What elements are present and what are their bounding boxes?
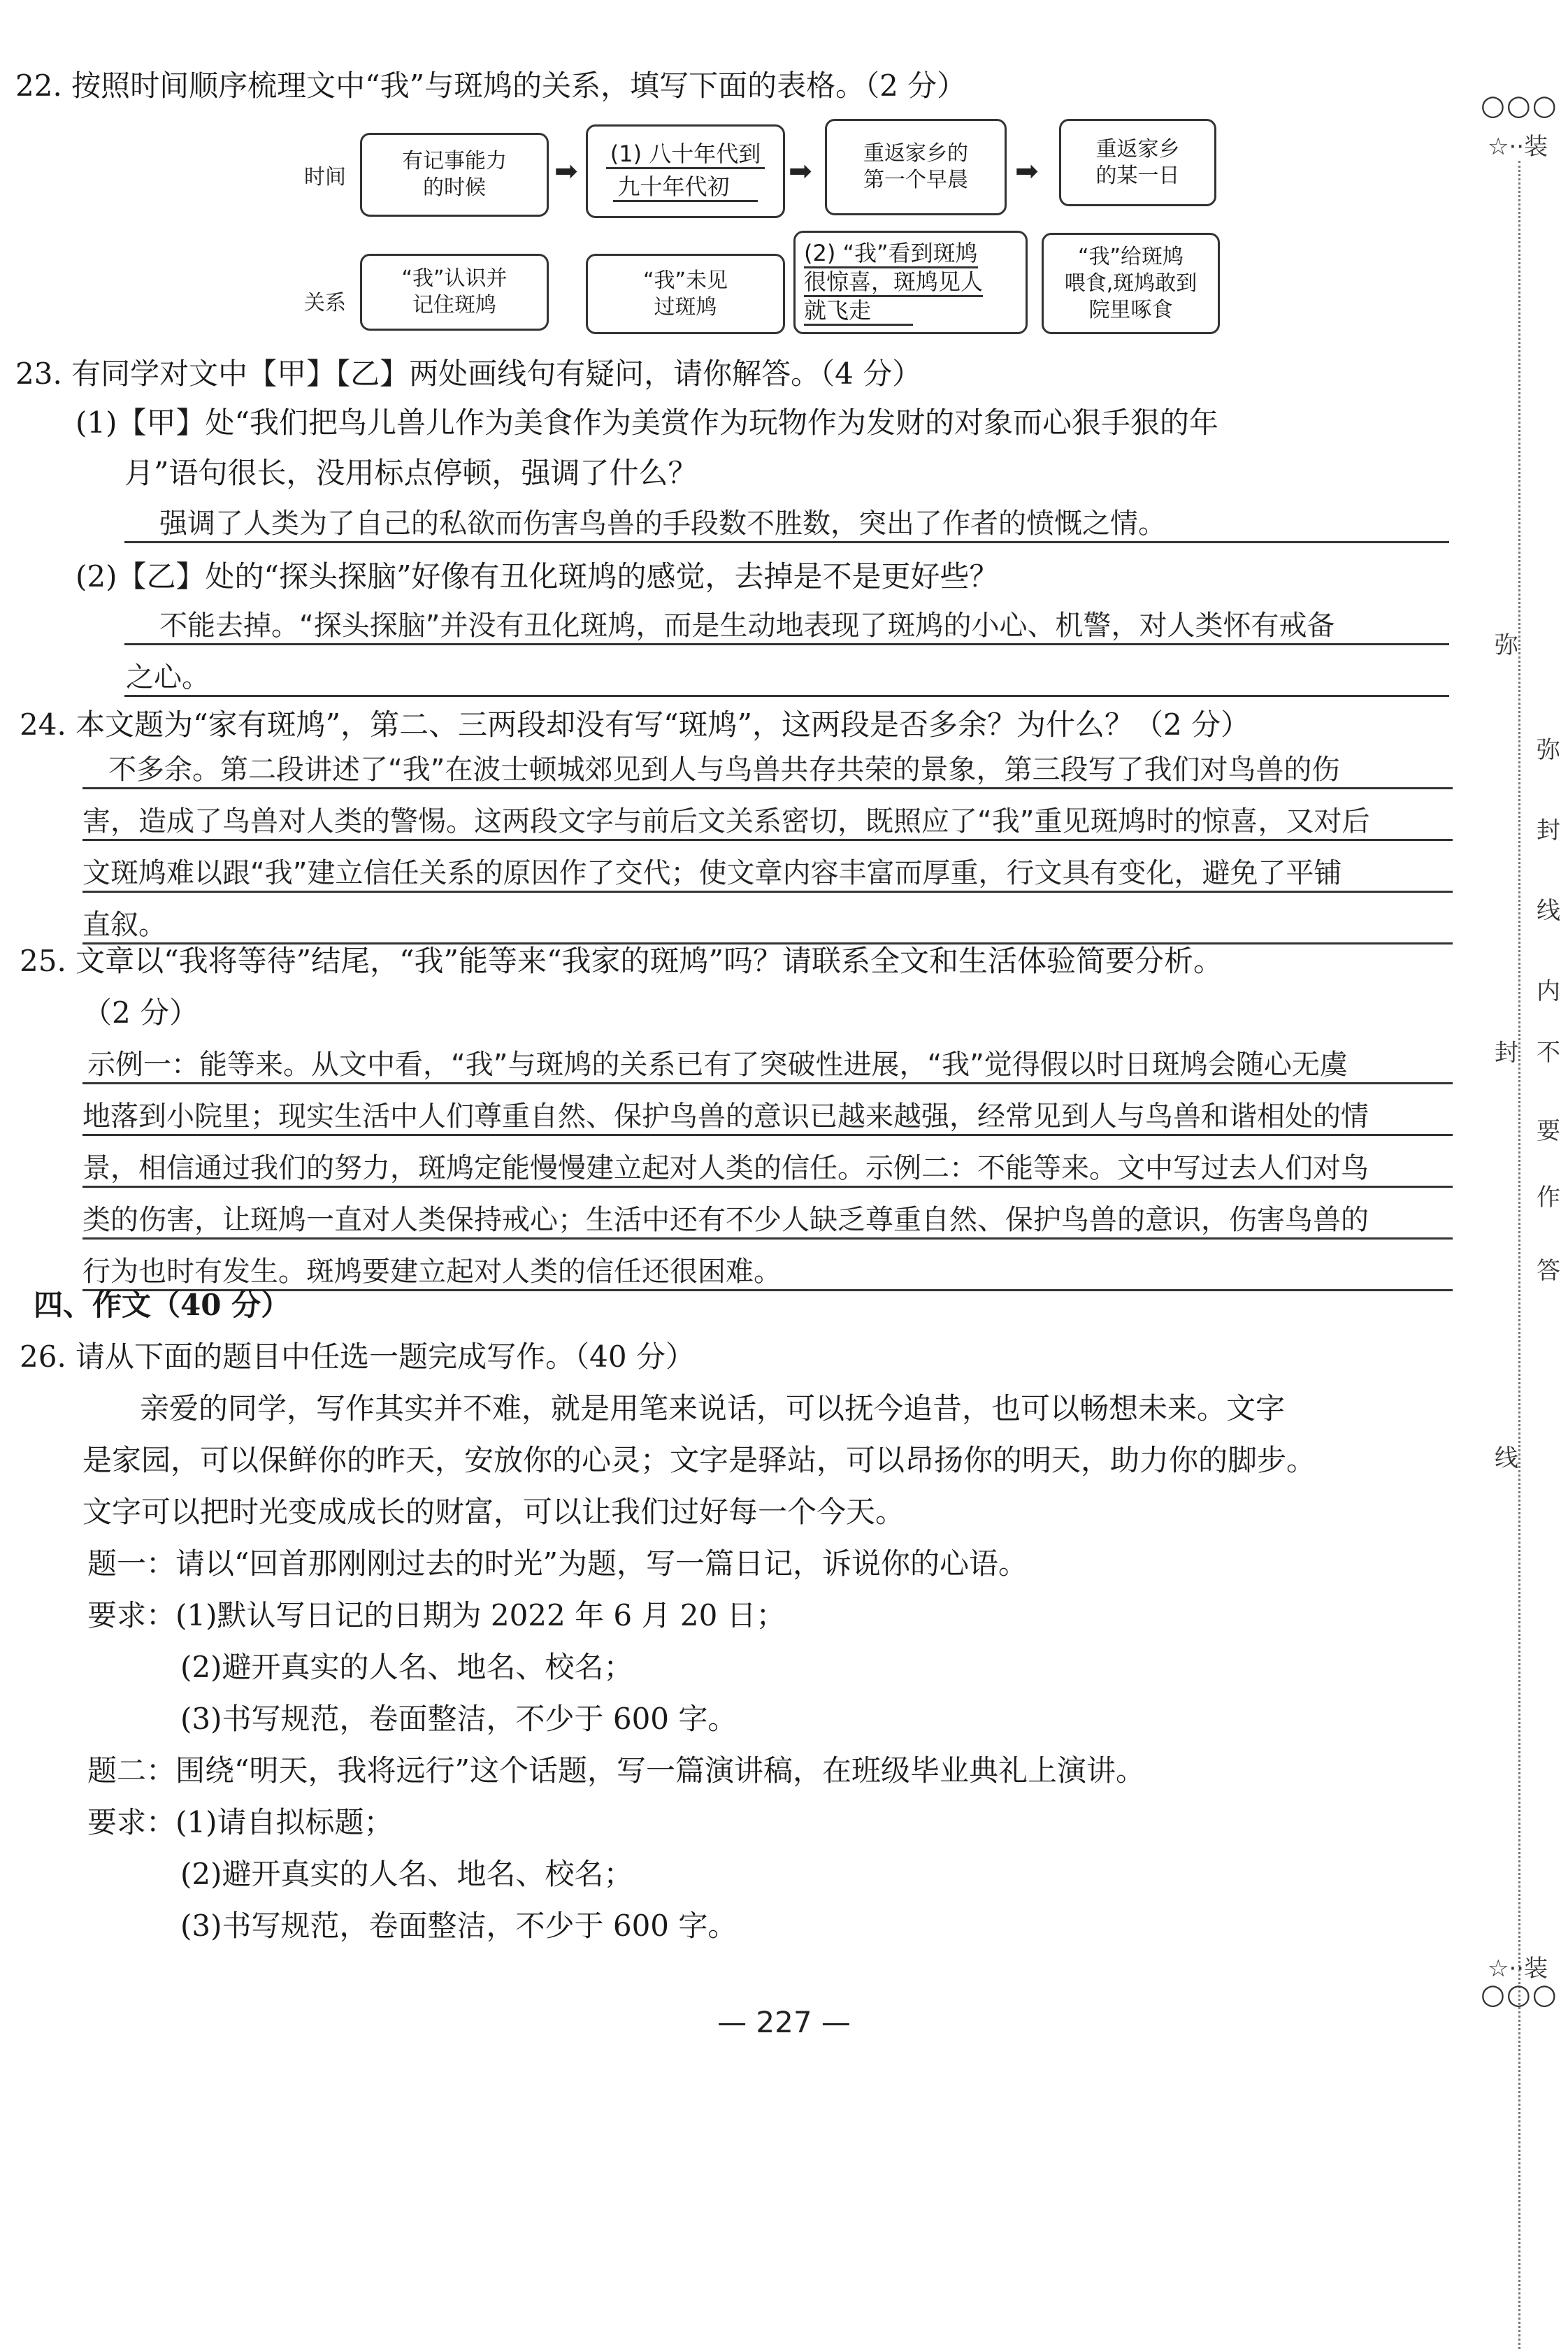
q23-answer-2-line2: 之心。 (126, 661, 210, 694)
q25-answer-line: 景，相信通过我们的努力，斑鸠定能慢慢建立起对人类的信任。示例二：不能等来。文中写过去人们对鸟 (82, 1152, 1369, 1184)
answer-underline (82, 1134, 1453, 1136)
q23-title: 23. 有同学对文中【甲】【乙】两处画线句有疑问，请你解答。（4 分） (15, 357, 922, 391)
margin-instruction-char: 答 (1537, 1257, 1560, 1285)
q24-answer-line: 文斑鸠难以跟“我”建立信任关系的原因作了交代；使文章内容丰富而厚重，行文具有变化，避免了平铺 (82, 857, 1342, 889)
topic-1-requirement: (2)避开真实的人名、地名、校名； (180, 1650, 633, 1684)
intro-line: 亲爱的同学，写作其实并不难，就是用笔来说话，可以抚今追昔，也可以畅想未来。文字 (140, 1391, 1286, 1425)
time-box-1: 有记事能力 的时候 (360, 133, 549, 217)
arrow-icon: ➡ (789, 155, 812, 187)
topic-2-requirement: (3)书写规范，卷面整洁，不少于 600 字。 (180, 1909, 738, 1943)
intro-line: 文字可以把时光变成成长的财富，可以让我们过好每一个今天。 (82, 1495, 905, 1529)
topic-1: 题一：请以“回首那刚刚过去的时光”为题，写一篇日记，诉说你的心语。 (87, 1546, 1028, 1581)
topic-1-requirement: (3)书写规范，卷面整洁，不少于 600 字。 (180, 1702, 738, 1736)
binding-circles-bottom: ○○○ (1481, 1978, 1558, 2011)
margin-instruction-char: 不 (1537, 1039, 1560, 1067)
q24-answer-line: 害，造成了鸟兽对人类的警惕。这两段文字与前后文关系密切，既照应了“我”重见斑鸠时的惊喜，又对后 (82, 805, 1370, 838)
section-4-heading: 四、作文（40 分） (34, 1288, 291, 1322)
topic-2-requirement: 要求：(1)请自拟标题； (87, 1805, 394, 1839)
time-box-3: 重返家乡的 第一个早晨 (825, 119, 1007, 215)
margin-instruction-char: 要 (1537, 1117, 1560, 1145)
q24-answer-line: 不多余。第二段讲述了“我”在波士顿城郊见到人与鸟兽共存共荣的景象，第三段写了我们对鸟兽的伤 (108, 754, 1340, 786)
margin-instruction-char: 封 (1537, 817, 1560, 845)
binding-label-mi: 弥 (1495, 631, 1518, 659)
arrow-icon: ➡ (1015, 155, 1039, 187)
q23-sub1-line1: (1)【甲】处“我们把鸟儿兽儿作为美食作为美赏作为玩物作为发财的对象而心狠手狠的年 (75, 405, 1218, 440)
answer-underline (82, 891, 1453, 893)
binding-label-bottom: ☆··装 (1488, 1955, 1548, 1983)
q23-answer-1: 强调了人类为了自己的私欲而伤害鸟兽的手段数不胜数，突出了作者的愤慨之情。 (159, 508, 1166, 540)
q23-sub2: (2)【乙】处的“探头探脑”好像有丑化斑鸠的感觉，去掉是不是更好些？ (75, 559, 999, 594)
answer-underline (82, 839, 1453, 841)
margin-instruction-char: 线 (1537, 897, 1560, 925)
q25-answer-line: 地落到小院里；现实生活中人们尊重自然、保护鸟兽的意识已越来越强，经常见到人与鸟兽和谐相处的情 (82, 1100, 1369, 1133)
intro-line: 是家园，可以保鲜你的昨天，安放你的心灵；文字是驿站，可以昂扬你的明天，助力你的脚步。 (82, 1443, 1316, 1477)
q25-answer-line: 类的伤害，让斑鸠一直对人类保持戒心；生活中还有不少人缺乏尊重自然、保护鸟兽的意识，伤害鸟兽的 (82, 1204, 1369, 1236)
q23-answer-2-line1: 不能去掉。“探头探脑”并没有丑化斑鸠，而是生动地表现了斑鸠的小心、机警，对人类怀有戒备 (159, 610, 1335, 642)
answer-underline (82, 787, 1453, 789)
answer-underline (124, 695, 1449, 697)
binding-circles-top: ○○○ (1481, 89, 1558, 122)
topic-1-requirement: 要求：(1)默认写日记的日期为 2022 年 6 月 20 日； (87, 1598, 786, 1632)
row-label-relation: 关系 (304, 291, 346, 315)
binding-label-xian: 线 (1495, 1444, 1518, 1472)
margin-instruction-char: 弥 (1537, 736, 1560, 764)
q22-title: 22. 按照时间顺序梳理文中“我”与斑鸠的关系，填写下面的表格。（2 分） (15, 69, 967, 103)
answer-underline (82, 1237, 1453, 1240)
q25-answer-line: 示例一：能等来。从文中看，“我”与斑鸠的关系已有了突破性进展，“我”觉得假以时日斑鸠会随心无虞 (87, 1049, 1348, 1081)
answer-underline (124, 541, 1449, 543)
relation-box-3: (2) “我”看到斑鸠 很惊喜，斑鸠见人 就飞走 (793, 231, 1028, 334)
answer-underline (82, 1186, 1453, 1188)
binding-label-feng: 封 (1495, 1039, 1518, 1067)
binding-label-top: ☆··装 (1488, 133, 1548, 161)
relation-box-4: “我”给斑鸠 喂食,斑鸠敢到 院里啄食 (1042, 233, 1220, 334)
relation-box-1: “我”认识并 记住斑鸠 (360, 254, 549, 331)
arrow-icon: ➡ (554, 155, 578, 187)
margin-instruction-char: 内 (1537, 977, 1560, 1005)
topic-2-requirement: (2)避开真实的人名、地名、校名； (180, 1857, 633, 1891)
row-label-time: 时间 (304, 165, 346, 189)
q25-answer-line: 行为也时有发生。斑鸠要建立起对人类的信任还很困难。 (82, 1256, 782, 1288)
margin-instruction-char: 作 (1537, 1184, 1560, 1212)
q25-title-line2: （2 分） (82, 996, 199, 1030)
q24-answer-line: 直叙。 (82, 909, 166, 941)
q23-sub1-line2: 月”语句很长，没用标点停顿，强调了什么？ (124, 456, 698, 490)
answer-underline (82, 1082, 1453, 1084)
q26-title: 26. 请从下面的题目中任选一题完成写作。（40 分） (20, 1339, 695, 1374)
page-number: — 227 — (717, 2005, 851, 2039)
time-box-4: 重返家乡 的某一日 (1059, 119, 1216, 206)
answer-underline (124, 643, 1449, 645)
topic-2: 题二：围绕“明天，我将远行”这个话题，写一篇演讲稿，在班级毕业典礼上演讲。 (87, 1753, 1145, 1788)
q25-title-line1: 25. 文章以“我将等待”结尾，“我”能等来“我家的斑鸠”吗？请联系全文和生活体验简要分析。 (20, 944, 1223, 978)
time-box-2: (1) 八十年代到 九十年代初 (586, 124, 785, 218)
relation-box-2: “我”未见 过斑鸠 (586, 254, 785, 334)
q24-title: 24. 本文题为“家有斑鸠”，第二、三两段却没有写“斑鸠”，这两段是否多余？为什么？（2 分） (20, 707, 1251, 742)
